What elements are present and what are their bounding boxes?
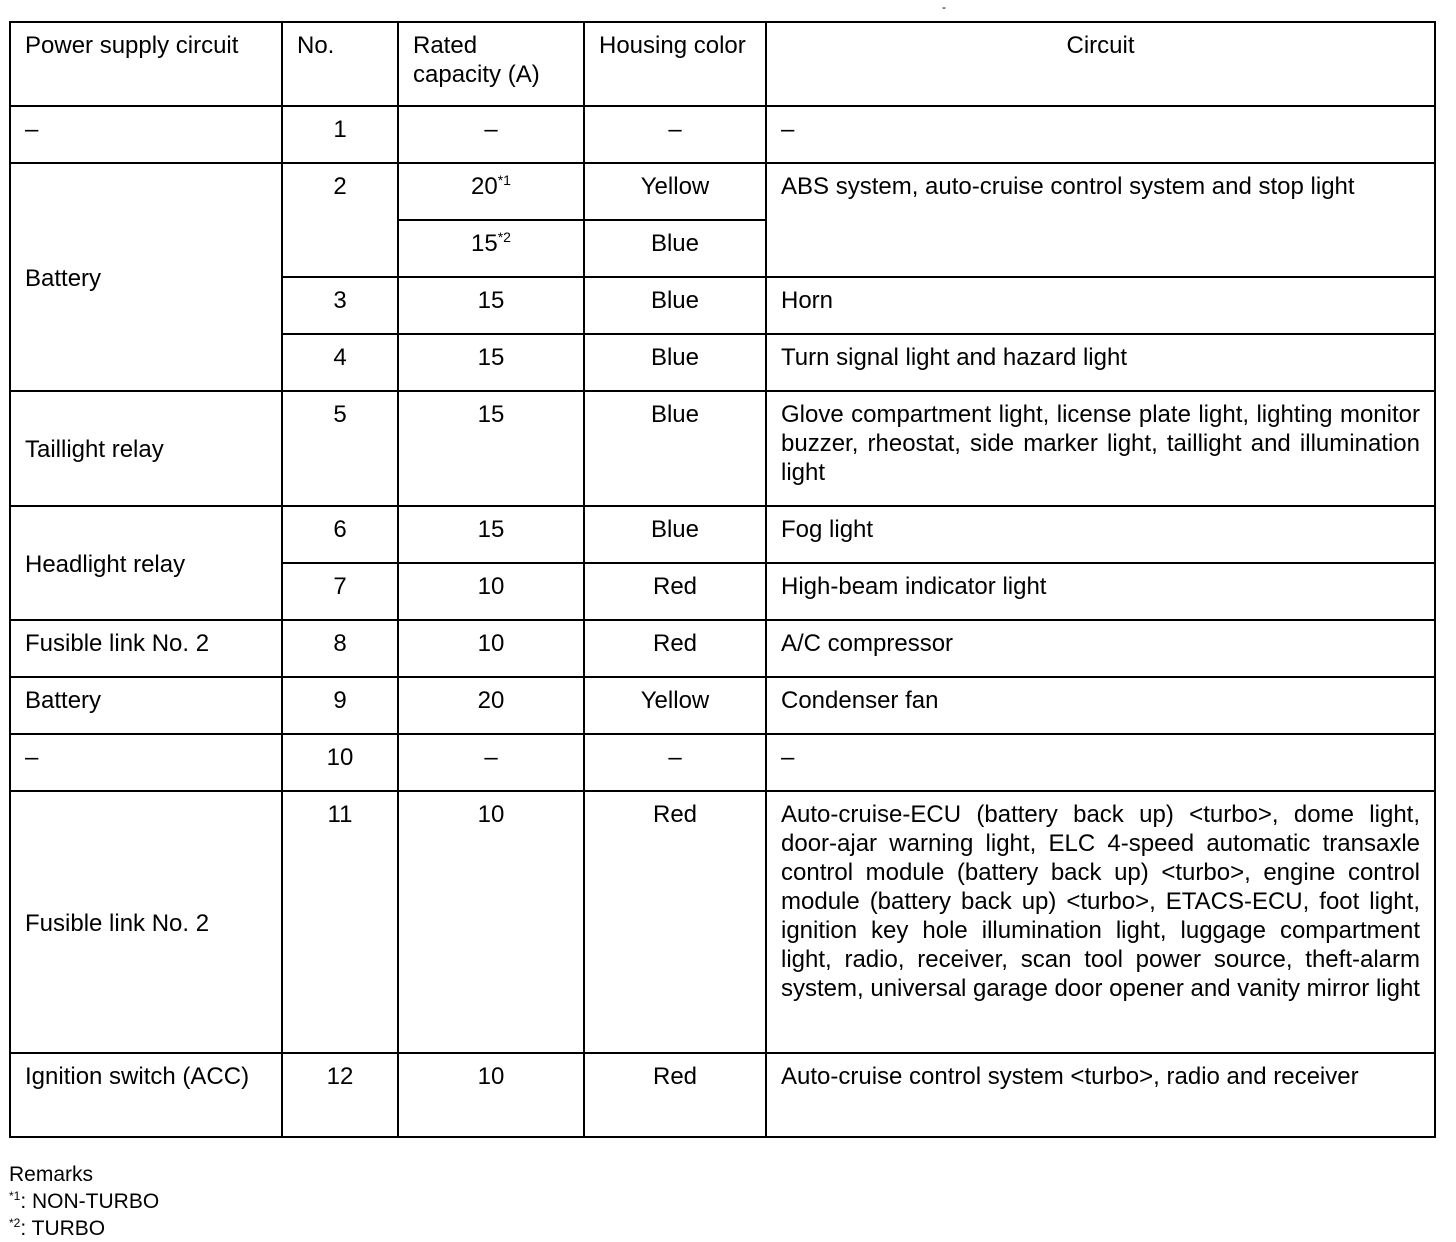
table-row: [10, 677, 1435, 734]
scan-mark: -: [942, 0, 946, 14]
cell-color: Blue: [584, 506, 766, 563]
cell-rated: 10: [398, 791, 584, 1053]
cell-power: Taillight relay: [10, 391, 282, 506]
cell-color: Blue: [584, 334, 766, 391]
table-row: [10, 734, 1435, 791]
cell-power: Battery: [10, 163, 282, 391]
footnote-mark: *2: [497, 229, 511, 245]
rated-value: 15: [471, 230, 498, 257]
footnote-mark: *1: [9, 1189, 21, 1203]
header-no: No.: [282, 22, 398, 106]
remark-text: : NON-TURBO: [20, 1190, 160, 1213]
footnote-mark: *2: [9, 1216, 21, 1230]
cell-circuit: A/C compressor: [766, 620, 1435, 677]
cell-circuit: Condenser fan: [766, 677, 1435, 734]
cell-no: 4: [282, 334, 398, 391]
cell-rated: –: [398, 734, 584, 791]
header-power-supply: Power supply circuit: [10, 22, 282, 106]
cell-no: 12: [282, 1053, 398, 1137]
cell-color: Blue: [584, 277, 766, 334]
table-row: [10, 391, 1435, 506]
cell-color: Yellow: [584, 163, 766, 220]
cell-circuit: Glove compartment light, license plate light, lighting monitor buzzer, rheostat, side marker light, taillight and illumination light: [766, 391, 1435, 506]
cell-rated: 15: [398, 506, 584, 563]
cell-circuit: ABS system, auto-cruise control system and stop light: [766, 163, 1435, 277]
table-row: [10, 620, 1435, 677]
cell-rated: 15: [398, 391, 584, 506]
cell-color: Red: [584, 791, 766, 1053]
remark-line-2: [9, 1215, 159, 1242]
cell-no: 3: [282, 277, 398, 334]
header-housing-color: Housing color: [584, 22, 766, 106]
cell-color: Red: [584, 1053, 766, 1137]
cell-no: 11: [282, 791, 398, 1053]
cell-rated: –: [398, 106, 584, 163]
cell-color: Blue: [584, 220, 766, 277]
table-row: [10, 106, 1435, 163]
cell-rated: 10: [398, 620, 584, 677]
cell-circuit: Auto-cruise control system <turbo>, radio and receiver: [766, 1053, 1435, 1137]
cell-circuit: Fog light: [766, 506, 1435, 563]
table-row: [10, 163, 1435, 220]
remark-line-1: [9, 1188, 159, 1215]
header-circuit: Circuit: [766, 22, 1435, 106]
fuse-table: [9, 21, 1436, 1138]
cell-rated: 15: [398, 277, 584, 334]
cell-power: –: [10, 106, 282, 163]
cell-color: –: [584, 106, 766, 163]
cell-no: 2: [282, 163, 398, 277]
cell-rated: 10: [398, 563, 584, 620]
cell-circuit: Auto-cruise-ECU (battery back up) <turbo>, dome light, door-ajar warning light, ELC 4-speed automatic transaxle control module (battery back up) <turbo>, engine control module (battery back up) <turbo>, ETACS-ECU, foot light, ignition key hole illumination light, luggage compartment light, radio, receiver, scan tool power source, theft-alarm system, universal garage door opener and vanity mirror light: [766, 791, 1435, 1053]
remarks: [9, 1161, 159, 1242]
cell-no: 7: [282, 563, 398, 620]
cell-circuit: –: [766, 734, 1435, 791]
cell-circuit: Horn: [766, 277, 1435, 334]
cell-no: 8: [282, 620, 398, 677]
cell-color: Blue: [584, 391, 766, 506]
table-header-row: [10, 22, 1435, 106]
cell-color: Yellow: [584, 677, 766, 734]
cell-color: –: [584, 734, 766, 791]
rated-value: 20: [471, 173, 498, 200]
cell-no: 9: [282, 677, 398, 734]
table-row: [10, 506, 1435, 563]
header-rated-capacity: Rated capacity (A): [398, 22, 584, 106]
cell-rated: 15: [398, 334, 584, 391]
remark-text: : TURBO: [20, 1217, 106, 1240]
cell-no: 1: [282, 106, 398, 163]
cell-no: 10: [282, 734, 398, 791]
cell-rated: 10: [398, 1053, 584, 1137]
cell-power: Headlight relay: [10, 506, 282, 620]
table-row: [10, 791, 1435, 1053]
cell-rated: 20: [398, 677, 584, 734]
cell-power: Fusible link No. 2: [10, 620, 282, 677]
table-row: [10, 1053, 1435, 1137]
remarks-title: Remarks: [9, 1163, 94, 1186]
cell-circuit: High-beam indicator light: [766, 563, 1435, 620]
cell-color: Red: [584, 563, 766, 620]
cell-circuit: –: [766, 106, 1435, 163]
cell-power: Fusible link No. 2: [10, 791, 282, 1053]
cell-no: 6: [282, 506, 398, 563]
cell-no: 5: [282, 391, 398, 506]
cell-power: –: [10, 734, 282, 791]
footnote-mark: *1: [497, 172, 511, 188]
cell-color: Red: [584, 620, 766, 677]
cell-circuit: Turn signal light and hazard light: [766, 334, 1435, 391]
cell-rated: [398, 220, 584, 277]
cell-rated: [398, 163, 584, 220]
cell-power: Battery: [10, 677, 282, 734]
cell-power: Ignition switch (ACC): [10, 1053, 282, 1137]
